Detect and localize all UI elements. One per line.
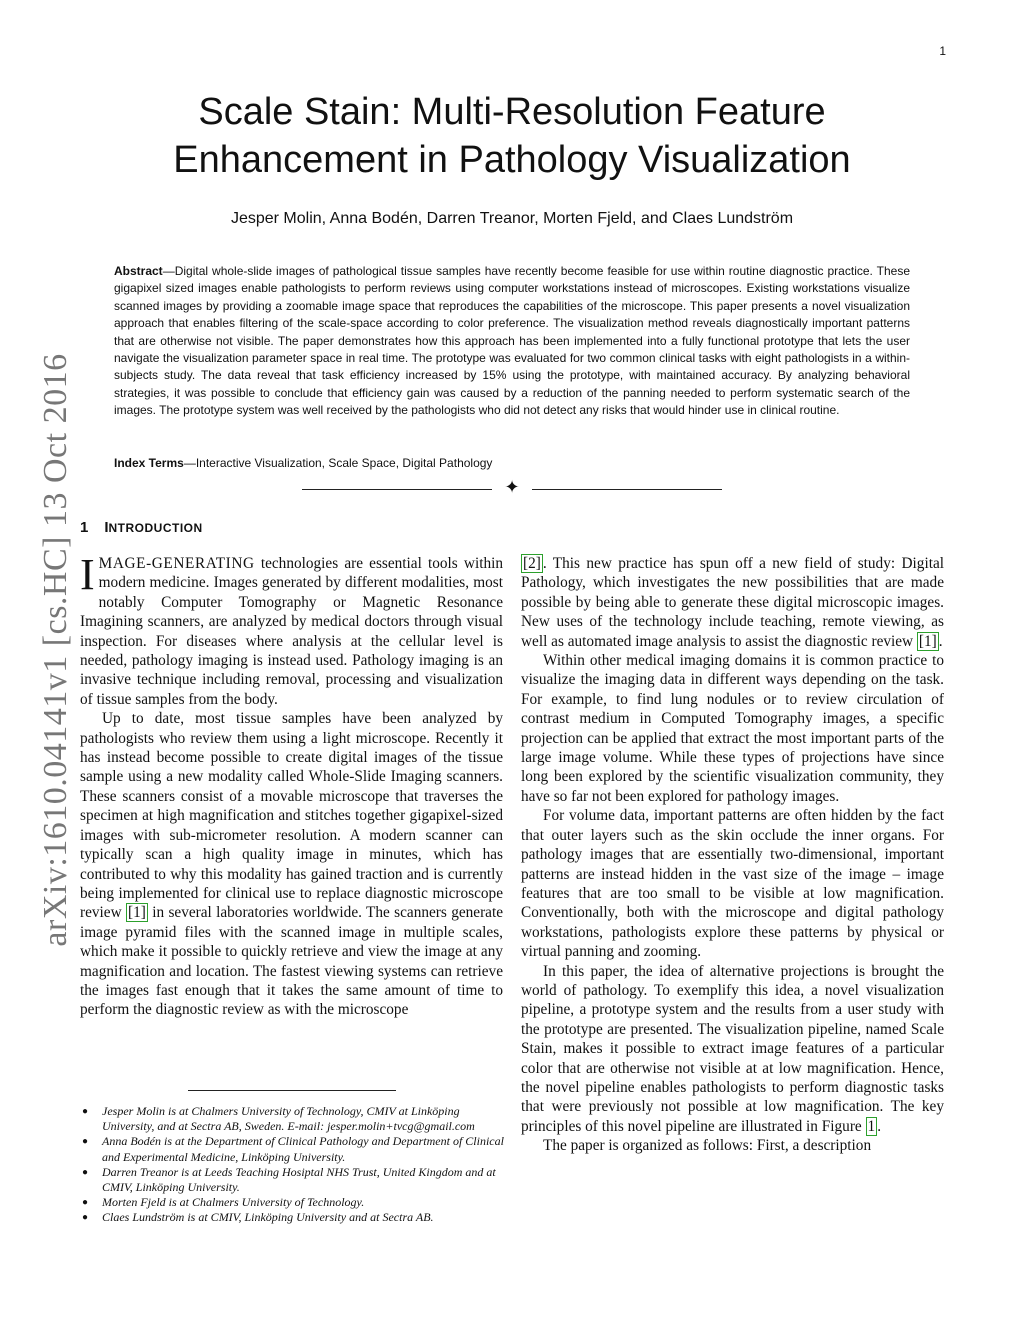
footnote-item	[80, 1165, 505, 1195]
smallcaps-lead: MAGE-GENERATING	[98, 555, 255, 572]
paragraph-text: In this paper, the idea of alternative projections is brought the world of pathology. To exemplify this idea, a novel visualization pipeline, a prototype system and the results from a user study with the prototype are presented. The visualization pipeline, named Scale Stain, makes it possible to extract image features of a particular color that are otherwise not visible at at low magnification. Hence, the novel pipeline enables pathologists to perform diagnostic tasks that were previously not possible at low magnification. The key principles of this novel pipeline are illustrated in Figure	[521, 962, 944, 1135]
index-terms-label: Index Terms	[114, 456, 184, 470]
footnote-item	[80, 1104, 505, 1134]
author-list: Jesper Molin, Anna Bodén, Darren Treanor, Morten Fjeld, and Claes Lundström	[230, 210, 794, 227]
paragraph-text: .	[938, 632, 943, 650]
paragraph-text: technologies are essential tools within modern medicine. Images generated by different modalities, most notably Computer Tomography or Magnetic Resonance Imagining scanners, are analyzed by medical doctors through visual inspection. For diseases where analysis at the cellular level is needed, pathology imaging is instead used. Pathology imaging is an invasive technique including removal, processing and visualization of tissue samples from the body.	[80, 555, 503, 708]
footnote-text: Jesper Molin is at Chalmers University of Technology, CMIV at Linköping University, and at Sectra AB, Sweden. E-mail: jesper.molin+tvcg@gmail.com	[102, 1104, 475, 1134]
section-separator	[302, 477, 722, 500]
arxiv-stamp: arXiv:1610.04141v1 [cs.HC] 13 Oct 2016	[37, 353, 74, 947]
paper-title	[120, 88, 904, 184]
footnote-rule	[188, 1090, 396, 1091]
abstract-text: —Digital whole-slide images of pathological tissue samples have recently become feasible for use within routine diagnostic practice. These gigapixel sized images enable pathologists to perform reviews using computer workstations instead of microscopes. Existing workstations visualize scanned images by providing a zoomable image space that reproduces the capabilities of the microscope. This paper presents a novel visualization approach that enables filtering of the scale-space according to color preference. The visualization method reveals diagnostically important patterns that are otherwise not visible. The paper demonstrates how this approach has been implemented into a fully functional prototype that lets the user navigate the visualization parameter space in real time. The prototype was evaluated for two common clinical tasks with eight pathologists in a within-subjects study. The data reveal that task efficiency increased by 15% using the prototype, with maintained accuracy. By analyzing behavioral strategies, it was possible to conclude that efficiency gain was caused by a reduction of the panning needed to perform systematic search of the images. The prototype system was well received by the pathologists who did not detect any risks that would hinder use in clinical routine.	[114, 264, 910, 418]
footnote-item	[80, 1134, 505, 1164]
footnote-item	[80, 1195, 505, 1210]
paragraph	[521, 962, 944, 1137]
citation-link[interactable]: [2]	[523, 555, 541, 572]
paragraph: The paper is organized as follows: First, a description	[543, 1137, 872, 1155]
bullet-icon: ●	[82, 1166, 89, 1178]
paragraph-text: in several laboratories worldwide. The scanners generate image pyramid files with the scanned image in multiple scales, which make it possible to quickly retrieve and view the image at any magnification and location. The fastest viewing systems can retrieve the images fast enough that it takes the same amount of time to perform the diagnostic review as with the microscope	[80, 904, 503, 1019]
separator-star-icon: ✦	[504, 477, 520, 498]
title-line-1: Scale Stain: Multi-Resolution Feature	[198, 91, 826, 133]
footnote-text: Anna Bodén is at the Department of Clinical Pathology and Department of Clinical and Experimental Medicine, Linköping University.	[102, 1134, 504, 1164]
paragraph	[521, 554, 944, 651]
index-terms	[114, 456, 910, 470]
bullet-icon: ●	[82, 1136, 89, 1148]
bullet-icon: ●	[82, 1197, 89, 1209]
footnote-text: Morten Fjeld is at Chalmers University of Technology.	[102, 1195, 365, 1210]
paragraph	[80, 554, 503, 709]
index-terms-text: —Interactive Visualization, Scale Space, Digital Pathology	[183, 456, 493, 470]
separator-line-left	[302, 489, 492, 490]
paragraph	[80, 709, 503, 1020]
title-line-2: Enhancement in Pathology Visualization	[173, 139, 851, 181]
page-number: 1	[939, 44, 946, 58]
figure-link[interactable]: 1	[867, 1117, 876, 1135]
footnote-item	[80, 1210, 505, 1225]
footnote-text: Claes Lundström is at CMIV, Linköping University and at Sectra AB.	[102, 1210, 434, 1225]
left-column	[80, 554, 503, 1084]
footnote-text: Darren Treanor is at Leeds Teaching Hosiptal NHS Trust, United Kingdom and at CMIV, Linköping University.	[102, 1164, 496, 1195]
citation-link[interactable]: [1]	[918, 632, 937, 650]
section-number: 1	[80, 519, 89, 536]
section-title-rest: NTRODUCTION	[108, 521, 203, 535]
right-column	[521, 554, 944, 1254]
bullet-icon: ●	[82, 1212, 89, 1224]
section-heading	[80, 519, 203, 536]
paragraph: For volume data, important patterns are often hidden by the fact that outer layers such as the skin occlude the inner organs. For pathology images that are essentially two-dimensional, important patterns are instead hidden in the vast size of the image – image features that are too small to be visible at low magnification. Conventionally, both with the microscope and digital pathology workstations, pathologists explore these patterns by physical or virtual panning and zooming.	[521, 807, 944, 961]
section-title-initial: I	[104, 519, 109, 536]
footnote-list	[80, 1104, 505, 1226]
paragraph-text: .	[877, 1117, 882, 1135]
bullet-icon: ●	[82, 1106, 89, 1117]
paragraph: Within other medical imaging domains it is common practice to visualize the imaging data in different ways depending on the task. For example, to find lung nodules or to review circulation of contrast medium in Computed Tomography images, a specific projection can be applied that extract the most important parts of the large image volume. While these types of projections have since long been explored by the scientific visualization community, they have so far not been explored for pathology images.	[521, 652, 944, 805]
paragraph-text: . This new practice has spun off a new field of study: Digital Pathology, which investigates the new possibilities that are made possible by being able to generate these digital microscopic images. New uses of the technology include teaching, remote viewing, as well as automated image analysis to assist the diagnostic review	[521, 555, 944, 650]
abstract-label: Abstract	[114, 264, 163, 278]
separator-line-right	[532, 489, 722, 490]
citation-link[interactable]: [1]	[127, 904, 146, 922]
abstract	[114, 263, 910, 420]
drop-cap: I	[80, 554, 95, 599]
paragraph-text: Up to date, most tissue samples have been analyzed by pathologists who review them using a light microscope. Recently it has instead become possible to create digital images of the tissue sample using a new modality called Whole-Slide Imaging scanners. These scanners consist of a movable microscope that traverses the specimen at high magnification and stitches together gigapixel-sized images with sub-micrometer resolution. A modern scanner can typically scan a high quality image in minutes, which has contributed to why this modality has gained traction and is currently being implemented for clinical use to replace diagnostic microscope review	[80, 710, 503, 922]
